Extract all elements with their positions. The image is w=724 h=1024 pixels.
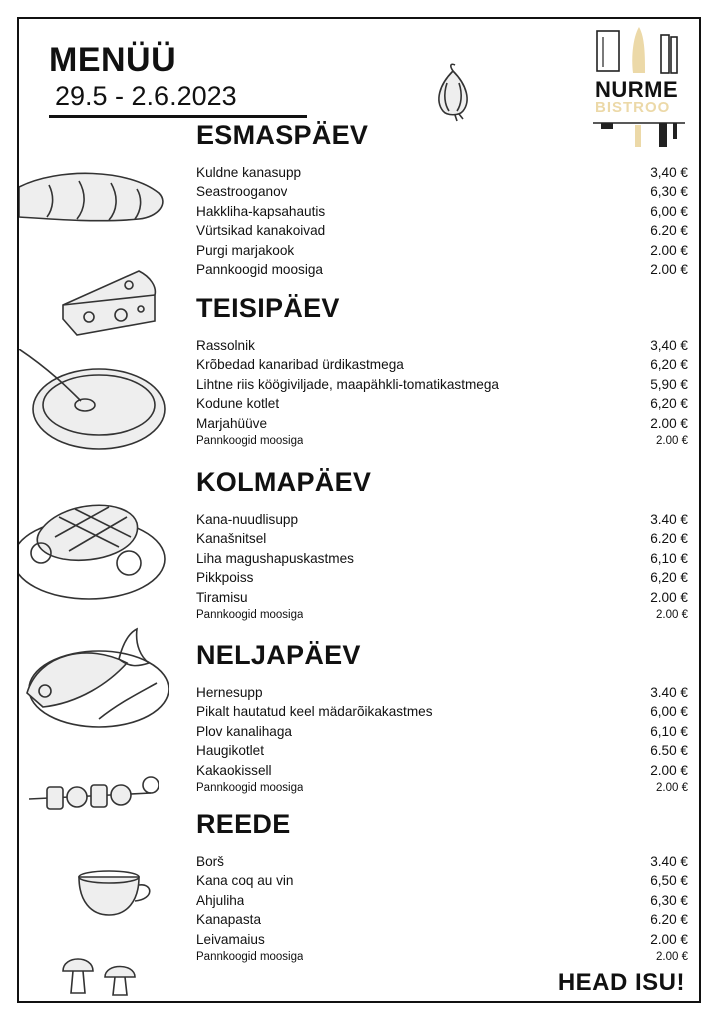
mushroom-icon — [59, 949, 149, 999]
item-name: Kuldne kanasupp — [196, 165, 302, 180]
bread-icon — [19, 157, 169, 237]
item-price: 2.00 € — [656, 950, 688, 963]
item-name: Leivamaius — [196, 931, 265, 947]
day-thursday — [196, 640, 688, 801]
item-name: Kodune kotlet — [196, 396, 280, 412]
menu-item — [196, 873, 688, 892]
item-price: 2.00 € — [650, 415, 688, 431]
header-divider — [49, 115, 307, 118]
footer-greeting: HEAD ISU! — [557, 969, 685, 996]
menu-dates: 29.5 - 2.6.2023 — [55, 81, 237, 111]
day-monday — [196, 120, 688, 281]
menu-item — [196, 893, 688, 912]
item-name: Tiramisu — [196, 589, 248, 605]
logo-text-nurme: NURME — [595, 77, 679, 102]
item-name: Pannkoogid moosiga — [196, 950, 304, 963]
menu-item — [196, 338, 688, 357]
menu-item — [196, 396, 688, 415]
item-price: 2.00 € — [656, 434, 688, 447]
item-name: Kana coq au vin — [196, 873, 294, 889]
item-price: 2.00 € — [650, 242, 688, 258]
item-price: 6.20 € — [650, 912, 688, 928]
item-price: 3.40 € — [650, 854, 688, 869]
item-price: 3.40 € — [650, 685, 688, 700]
menu-item — [196, 743, 688, 762]
day-title: KOLMAPÄEV — [196, 467, 372, 497]
menu-item — [196, 243, 688, 262]
item-price: 6,10 € — [650, 550, 688, 566]
item-price: 5,90 € — [650, 376, 688, 392]
item-name: Borš — [196, 854, 224, 869]
day-title: REEDE — [196, 809, 291, 839]
day-tuesday — [196, 293, 688, 454]
item-name: Marjahüüve — [196, 415, 268, 431]
menu-item — [196, 685, 688, 704]
logo-text-bistroo: BISTROO — [595, 99, 671, 116]
menu-item — [196, 854, 688, 873]
item-name: Pannkoogid moosiga — [196, 608, 304, 621]
day-title: ESMASPÄEV — [196, 120, 369, 150]
item-name: Vürtsikad kanakoivad — [196, 223, 326, 239]
item-name: Rassolnik — [196, 338, 255, 353]
item-name: Pikkpoiss — [196, 570, 254, 586]
item-price: 2.00 € — [650, 762, 688, 778]
menu-item — [196, 763, 688, 782]
item-name: Krõbedad kanaribad ürdikastmega — [196, 357, 404, 373]
item-name: Kakaokissell — [196, 762, 272, 778]
menu-item — [196, 551, 688, 570]
fish-icon — [19, 623, 169, 733]
item-price: 6.20 € — [650, 223, 688, 239]
onion-icon — [429, 63, 477, 123]
menu-item — [196, 512, 688, 531]
menu-title: MENÜÜ — [49, 41, 177, 79]
item-price: 2.00 € — [656, 781, 688, 794]
menu-item — [196, 609, 688, 628]
menu-item — [196, 357, 688, 376]
item-price: 6,00 € — [650, 203, 688, 219]
menu-item — [196, 223, 688, 242]
item-price: 6,10 € — [650, 723, 688, 739]
item-name: Lihtne riis köögiviljade, maapähkli-tomatikastmega — [196, 376, 499, 392]
day-wednesday — [196, 467, 688, 628]
menu-item — [196, 724, 688, 743]
menu-item — [196, 262, 688, 281]
menu-item — [196, 204, 688, 223]
menu-item — [196, 184, 688, 203]
menu-item — [196, 704, 688, 723]
item-price: 6.50 € — [650, 743, 688, 759]
item-name: Pannkoogid moosiga — [196, 261, 323, 277]
item-name: Kanašnitsel — [196, 531, 267, 547]
day-title: NELJAPÄEV — [196, 640, 361, 670]
menu-item — [196, 531, 688, 550]
item-name: Pikalt hautatud keel mädarõikakastmes — [196, 704, 433, 720]
coffee-cup-icon — [73, 865, 163, 925]
menu-item — [196, 165, 688, 184]
item-name: Kanapasta — [196, 912, 262, 928]
item-name: Pannkoogid moosiga — [196, 434, 304, 447]
item-price: 3,40 € — [650, 165, 688, 180]
item-price: 6,20 € — [650, 357, 688, 373]
day-friday — [196, 809, 688, 970]
item-price: 6,20 € — [650, 570, 688, 586]
item-price: 6,20 € — [650, 396, 688, 412]
item-price: 2.00 € — [650, 589, 688, 605]
item-name: Hakkliha-kapsahautis — [196, 203, 326, 219]
menu-item — [196, 377, 688, 396]
item-name: Seastrooganov — [196, 184, 288, 200]
skewer-icon — [29, 773, 159, 819]
item-price: 6,30 € — [650, 184, 688, 200]
item-price: 6.20 € — [650, 531, 688, 547]
item-price: 3.40 € — [650, 512, 688, 527]
item-name: Pannkoogid moosiga — [196, 781, 304, 794]
item-price: 6,00 € — [650, 704, 688, 720]
item-name: Liha magushapuskastmes — [196, 550, 354, 566]
item-price: 3,40 € — [650, 338, 688, 353]
item-price: 6,50 € — [650, 873, 688, 889]
menu-item — [196, 932, 688, 951]
menu-item — [196, 416, 688, 435]
item-name: Ahjuliha — [196, 892, 245, 908]
roast-meat-icon — [19, 493, 169, 603]
menu-page — [17, 17, 701, 1003]
menu-item — [196, 570, 688, 589]
item-name: Kana-nuudlisupp — [196, 512, 299, 527]
menu-item — [196, 782, 688, 801]
menu-item — [196, 951, 688, 970]
item-price: 2.00 € — [650, 261, 688, 277]
soup-bowl-icon — [19, 349, 169, 459]
item-price: 2.00 € — [650, 931, 688, 947]
item-price: 6,30 € — [650, 892, 688, 908]
item-price: 2.00 € — [656, 608, 688, 621]
menu-item — [196, 435, 688, 454]
item-name: Purgi marjakook — [196, 242, 295, 258]
item-name: Hernesupp — [196, 685, 263, 700]
item-name: Haugikotlet — [196, 743, 265, 759]
cheese-icon — [59, 265, 159, 339]
day-title: TEISIPÄEV — [196, 293, 340, 323]
item-name: Plov kanalihaga — [196, 723, 292, 739]
menu-item — [196, 590, 688, 609]
menu-item — [196, 912, 688, 931]
